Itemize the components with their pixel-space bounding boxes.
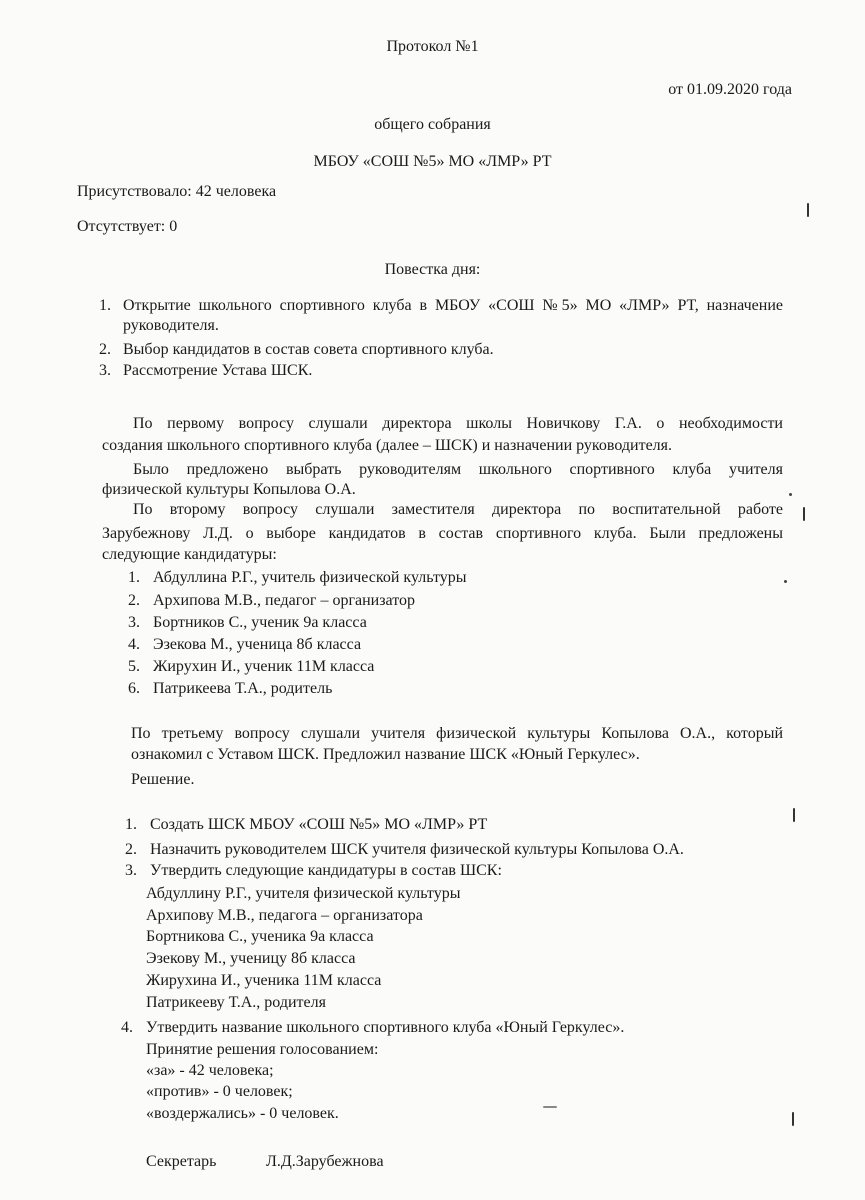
paragraph-first-question-continued: создания школьного спортивного клуба (далее – ШСК) и назначении руководителя. xyxy=(102,437,673,454)
candidate-item: Абдуллина Р.Г., учитель физической культуры xyxy=(153,569,467,586)
decision-number: 3. xyxy=(125,862,137,879)
decision-item: Назначить руководителем ШСК учителя физической культуры Копылова О.А. xyxy=(150,841,684,858)
vote-against: «против» - 0 человек; xyxy=(146,1083,293,1100)
candidate-number: 4. xyxy=(128,636,140,653)
absent-count: Отсутствует: 0 xyxy=(77,218,178,235)
vote-abstained: «воздержались» - 0 человек. xyxy=(146,1105,339,1122)
candidate-item: Жирухин И., ученик 11М класса xyxy=(153,658,375,675)
decision-item: Утвердить следующие кандидатуры в состав ШСК: xyxy=(150,862,502,879)
candidate-item: Бортников С., ученик 9а класса xyxy=(153,614,367,631)
agenda-item-text: Выбор кандидатов в состав совета спортивного клуба. xyxy=(123,341,494,358)
paragraph-proposal: Было предложено выбрать руководителям школьного спортивного клуба учителя xyxy=(133,461,783,478)
candidate-number: 5. xyxy=(128,658,140,675)
candidate-item: Архипова М.В., педагог – организатор xyxy=(153,592,416,609)
approved-candidate: Жирухина И., ученика 11М класса xyxy=(146,972,382,989)
organization-name: МБОУ «СОШ №5» МО «ЛМР» РТ xyxy=(313,153,552,170)
signature-role: Секретарь xyxy=(146,1153,217,1170)
decision-item: Утвердить название школьного спортивного клуба «Юный Геркулес». xyxy=(146,1019,625,1036)
approved-candidate: Эзекову М., ученицу 8б класса xyxy=(146,950,356,967)
scan-mark xyxy=(803,507,805,521)
scan-mark xyxy=(793,808,795,822)
decision-number: 2. xyxy=(125,841,137,858)
present-count: Присутствовало: 42 человека xyxy=(77,183,277,200)
candidate-number: 6. xyxy=(128,680,140,697)
paragraph-third-question: По третьему вопросу слушали учителя физической культуры Копылова О.А., который xyxy=(131,725,783,742)
paragraph-second-question-continued: следующие кандидатуры: xyxy=(102,546,277,563)
agenda-item-number: 3. xyxy=(99,362,111,379)
document-date: от 01.09.2020 года xyxy=(668,81,792,98)
scan-mark xyxy=(792,1112,794,1126)
vote-for: «за» - 42 человека; xyxy=(146,1062,274,1079)
candidate-item: Патрикеева Т.А., родитель xyxy=(153,680,333,697)
decision-number: 4. xyxy=(121,1019,133,1036)
paragraph-proposal-continued: физической культуры Копылова О.А. xyxy=(102,481,356,498)
scan-speck xyxy=(784,580,787,583)
paragraph-first-question: По первому вопросу слушали директора школы Новичкову Г.А. о необходимости xyxy=(133,415,783,432)
agenda-item-text-continued: руководителя. xyxy=(123,317,219,334)
agenda-item-number: 1. xyxy=(99,297,111,314)
scan-speck xyxy=(543,1106,557,1108)
candidate-item: Эзекова М., ученица 8б класса xyxy=(153,636,362,653)
approved-candidate: Абдуллину Р.Г., учителя физической культуры xyxy=(146,885,461,902)
agenda-item-text: Рассмотрение Устава ШСК. xyxy=(123,362,313,379)
paragraph-third-question-continued: ознакомил с Уставом ШСК. Предложил название ШСК «Юный Геркулес». xyxy=(131,746,640,763)
approved-candidate: Бортникова С., ученика 9а класса xyxy=(146,928,374,945)
agenda-item-text: Открытие школьного спортивного клуба в МБОУ «СОШ №5» МО «ЛМР» РТ, назначение xyxy=(123,297,783,314)
approved-candidate: Патрикееву Т.А., родителя xyxy=(146,994,326,1011)
scan-mark xyxy=(807,203,809,217)
candidate-number: 3. xyxy=(128,614,140,631)
agenda-heading: Повестка дня: xyxy=(384,261,481,278)
scan-speck xyxy=(789,493,792,496)
decision-heading: Решение. xyxy=(131,771,195,788)
approved-candidate: Архипову М.В., педагога – организатора xyxy=(146,907,423,924)
decision-item: Создать ШСК МБОУ «СОШ №5» МО «ЛМР» РТ xyxy=(150,816,488,833)
candidate-number: 2. xyxy=(128,592,140,609)
meeting-type: общего собрания xyxy=(374,116,491,133)
paragraph-second-question: По второму вопросу слушали заместителя директора по воспитательной работе xyxy=(133,501,783,518)
candidate-number: 1. xyxy=(128,569,140,586)
agenda-item-number: 2. xyxy=(99,341,111,358)
vote-heading: Принятие решения голосованием: xyxy=(146,1041,379,1058)
decision-number: 1. xyxy=(125,816,137,833)
signature-name: Л.Д.Зарубежнова xyxy=(266,1153,384,1170)
document-title: Протокол №1 xyxy=(386,38,479,55)
paragraph-second-question-continued: Зарубежнову Л.Д. о выборе кандидатов в состав спортивного клуба. Были предложены xyxy=(102,525,783,542)
